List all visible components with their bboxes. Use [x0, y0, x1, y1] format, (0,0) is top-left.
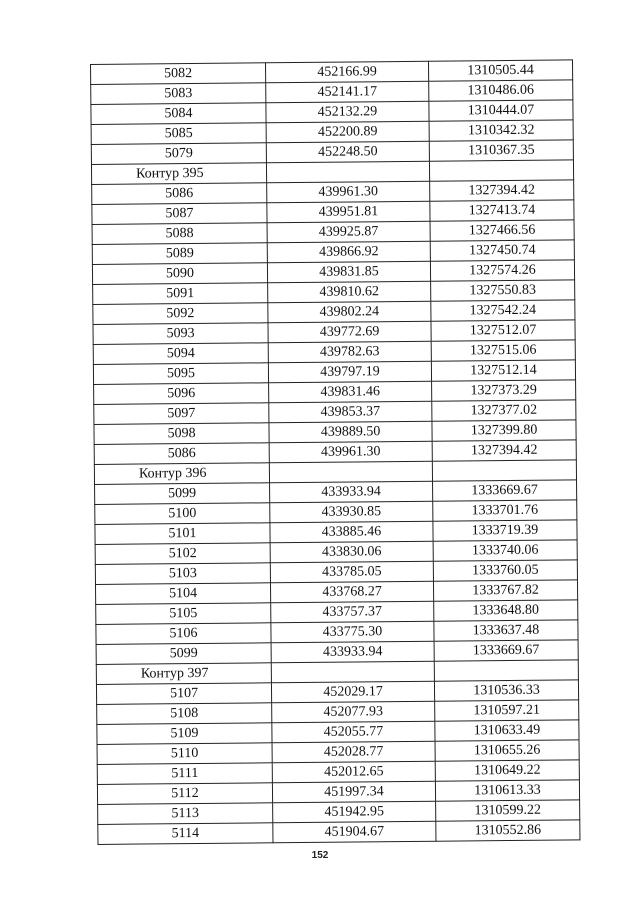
x-coordinate-cell: 433930.85: [270, 501, 433, 523]
x-coordinate-cell: 439831.46: [269, 381, 432, 403]
y-coordinate-cell: 1310486.06: [429, 80, 573, 101]
y-coordinate-cell: 1327373.29: [432, 380, 576, 401]
y-coordinate-cell: 1310655.26: [435, 740, 579, 761]
y-coordinate-cell: 1327413.74: [430, 200, 574, 221]
point-number-cell: 5089: [92, 243, 267, 265]
point-number-cell: 5104: [95, 583, 270, 605]
x-coordinate-cell: 452028.77: [272, 741, 435, 763]
y-coordinate-cell: 1333767.82: [433, 580, 577, 601]
coordinates-table-body: [91, 60, 580, 845]
x-coordinate-cell: 439889.50: [269, 421, 432, 443]
x-coordinate-cell: 439802.24: [268, 301, 431, 323]
x-coordinate-cell: 451997.34: [272, 781, 435, 803]
x-coordinate-cell: 452132.29: [266, 101, 429, 123]
point-number-cell: 5095: [93, 363, 268, 385]
contour-label: Контур 395: [91, 163, 266, 185]
x-coordinate-cell: 439853.37: [269, 401, 432, 423]
point-number-cell: 5110: [97, 743, 272, 765]
point-number-cell: 5099: [95, 483, 270, 505]
point-number-cell: 5101: [95, 523, 270, 545]
y-coordinate-cell: 1310597.21: [435, 700, 579, 721]
y-coordinate-cell: 1327394.42: [430, 180, 574, 201]
point-number-cell: 5079: [91, 143, 266, 165]
x-coordinate-cell: 452166.99: [265, 61, 428, 83]
point-number-cell: 5094: [93, 343, 268, 365]
y-coordinate-cell: 1327466.56: [430, 220, 574, 241]
x-coordinate-cell: 439951.81: [267, 201, 430, 223]
point-number-cell: 5114: [98, 823, 273, 845]
x-coordinate-cell: 439925.87: [267, 221, 430, 243]
x-coordinate-cell: 452248.50: [266, 141, 429, 163]
y-coordinate-cell: 1333637.48: [434, 620, 578, 641]
point-number-cell: 5088: [92, 223, 267, 245]
coordinates-table-wrapper: [90, 59, 579, 845]
x-coordinate-cell: 452141.17: [266, 81, 429, 103]
x-coordinate-cell: 452200.89: [266, 121, 429, 143]
point-number-cell: 5099: [96, 643, 271, 665]
x-coordinate-cell: 433933.94: [271, 641, 434, 663]
point-number-cell: 5093: [93, 323, 268, 345]
y-coordinate-cell: 1333669.67: [433, 480, 577, 501]
contour-x-cell: [269, 461, 432, 483]
x-coordinate-cell: 439810.62: [268, 281, 431, 303]
point-number-cell: 5082: [91, 63, 266, 85]
point-number-cell: 5108: [97, 703, 272, 725]
point-number-cell: 5109: [97, 723, 272, 745]
y-coordinate-cell: 1333719.39: [433, 520, 577, 541]
y-coordinate-cell: 1310367.35: [429, 140, 573, 161]
point-number-cell: 5113: [98, 803, 273, 825]
x-coordinate-cell: 452055.77: [272, 721, 435, 743]
y-coordinate-cell: 1310444.07: [429, 100, 573, 121]
y-coordinate-cell: 1310505.44: [428, 60, 572, 81]
contour-y-cell: [432, 460, 576, 481]
x-coordinate-cell: 433757.37: [271, 601, 434, 623]
x-coordinate-cell: 439782.63: [268, 341, 431, 363]
point-number-cell: 5100: [95, 503, 270, 525]
x-coordinate-cell: 439961.30: [269, 441, 432, 463]
y-coordinate-cell: 1310633.49: [435, 720, 579, 741]
x-coordinate-cell: 452012.65: [272, 761, 435, 783]
y-coordinate-cell: 1327574.26: [430, 260, 574, 281]
y-coordinate-cell: 1310599.22: [436, 800, 580, 821]
contour-x-cell: [271, 661, 434, 683]
x-coordinate-cell: 433775.30: [271, 621, 434, 643]
x-coordinate-cell: 433933.94: [270, 481, 433, 503]
y-coordinate-cell: 1327512.14: [431, 360, 575, 381]
y-coordinate-cell: 1327450.74: [430, 240, 574, 261]
x-coordinate-cell: 439831.85: [267, 261, 430, 283]
y-coordinate-cell: 1327515.06: [431, 340, 575, 361]
point-number-cell: 5111: [97, 763, 272, 785]
x-coordinate-cell: 433830.06: [270, 541, 433, 563]
contour-y-cell: [434, 660, 578, 681]
x-coordinate-cell: 433785.05: [270, 561, 433, 583]
point-number-cell: 5105: [96, 603, 271, 625]
contour-y-cell: [429, 160, 573, 181]
point-number-cell: 5107: [96, 683, 271, 705]
y-coordinate-cell: 1333648.80: [434, 600, 578, 621]
table-row: [98, 820, 580, 845]
y-coordinate-cell: 1327512.07: [431, 320, 575, 341]
point-number-cell: 5090: [92, 263, 267, 285]
y-coordinate-cell: 1310552.86: [436, 820, 580, 841]
point-number-cell: 5112: [97, 783, 272, 805]
y-coordinate-cell: 1310613.33: [435, 780, 579, 801]
page-number: 152: [311, 850, 329, 861]
point-number-cell: 5098: [94, 423, 269, 445]
x-coordinate-cell: 451904.67: [273, 821, 436, 843]
y-coordinate-cell: 1333669.67: [434, 640, 578, 661]
x-coordinate-cell: 439866.92: [267, 241, 430, 263]
y-coordinate-cell: 1310536.33: [434, 680, 578, 701]
y-coordinate-cell: 1333740.06: [433, 540, 577, 561]
x-coordinate-cell: 452029.17: [271, 681, 434, 703]
y-coordinate-cell: 1310649.22: [435, 760, 579, 781]
point-number-cell: 5092: [93, 303, 268, 325]
y-coordinate-cell: 1327394.42: [432, 440, 576, 461]
y-coordinate-cell: 1310342.32: [429, 120, 573, 141]
contour-label: Контур 397: [96, 663, 271, 685]
y-coordinate-cell: 1327542.24: [431, 300, 575, 321]
x-coordinate-cell: 439797.19: [268, 361, 431, 383]
y-coordinate-cell: 1327399.80: [432, 420, 576, 441]
point-number-cell: 5086: [94, 443, 269, 465]
point-number-cell: 5083: [91, 83, 266, 105]
y-coordinate-cell: 1327377.02: [432, 400, 576, 421]
point-number-cell: 5096: [94, 383, 269, 405]
point-number-cell: 5084: [91, 103, 266, 125]
contour-x-cell: [266, 161, 429, 183]
x-coordinate-cell: 433768.27: [270, 581, 433, 603]
point-number-cell: 5097: [94, 403, 269, 425]
coordinates-table: [90, 59, 580, 845]
x-coordinate-cell: 439772.69: [268, 321, 431, 343]
y-coordinate-cell: 1333760.05: [433, 560, 577, 581]
point-number-cell: 5085: [91, 123, 266, 145]
point-number-cell: 5086: [92, 183, 267, 205]
y-coordinate-cell: 1327550.83: [431, 280, 575, 301]
x-coordinate-cell: 451942.95: [273, 801, 436, 823]
y-coordinate-cell: 1333701.76: [433, 500, 577, 521]
point-number-cell: 5102: [95, 543, 270, 565]
x-coordinate-cell: 452077.93: [272, 701, 435, 723]
point-number-cell: 5091: [93, 283, 268, 305]
point-number-cell: 5103: [95, 563, 270, 585]
point-number-cell: 5106: [96, 623, 271, 645]
point-number-cell: 5087: [92, 203, 267, 225]
x-coordinate-cell: 433885.46: [270, 521, 433, 543]
x-coordinate-cell: 439961.30: [267, 181, 430, 203]
contour-label: Контур 396: [94, 463, 269, 485]
